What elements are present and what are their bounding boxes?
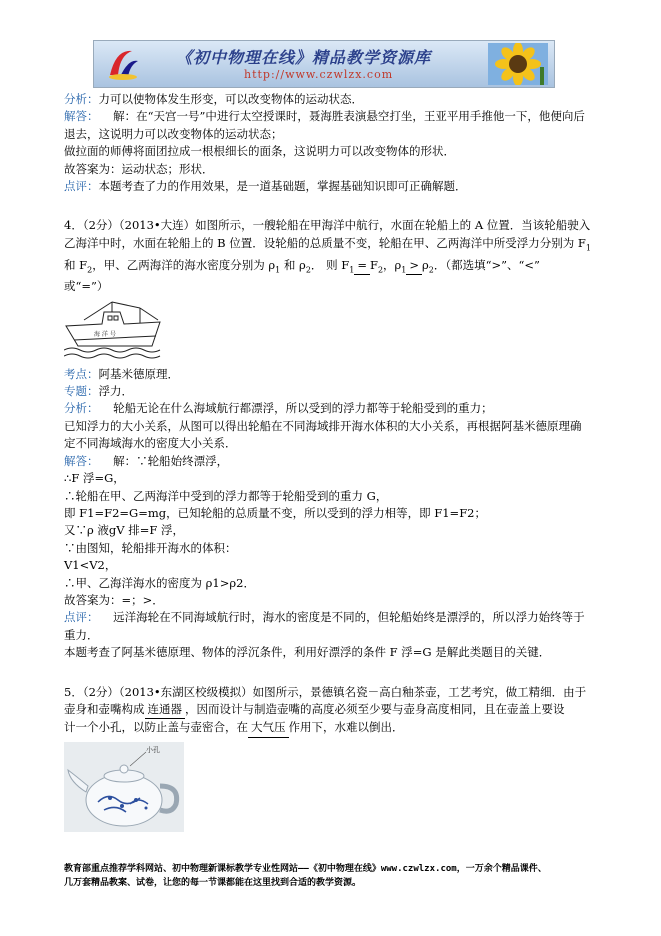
answer-blank: > — [406, 257, 422, 275]
answer-blank: 连通器 — [145, 701, 186, 719]
q4-solution-line: 即 F1=F2=G=mg，已知轮船的总质量不变，所以受到的浮力相等，即 F1=F2； — [64, 505, 486, 520]
q4-stem: 或“=”） — [64, 279, 109, 294]
q4-stem: 乙海洋中时，水面在轮船上的 B 位置．设轮船的总质量不变，轮船在甲、乙两海洋中所受浮力分别为 $F_1$ — [64, 235, 591, 253]
footer — [64, 862, 604, 890]
footer-line: 教育部重点推荐学科网站、初中物理新课标教学专业性网站——《初中物理在线》www.czwlzx.com，一万余个精品课件、 — [64, 864, 547, 874]
document-body — [64, 91, 604, 834]
q4-solution-line: ∴轮船在甲、乙两海洋中受到的浮力都等于轮船受到的重力 G， — [64, 488, 388, 503]
q3-analysis: 分析：力可以使物体发生形变，可以改变物体的运动状态． — [64, 92, 363, 106]
q5-stem: 5．（2分）（2013•东湖区校级模拟）如图所示，景德镇名瓷－高白釉茶壶，工艺考究，做工精细．由于 — [64, 684, 587, 699]
q4-solution-line: 又∵ρ 液gV 排=F 浮， — [64, 523, 185, 538]
q4-comment-line: 重力． — [64, 627, 99, 642]
footer-line: 几万套精品教案、试卷，让您的每一节课都能在这里找到合适的教学资源。 — [64, 878, 362, 888]
q3-solution-line: 退去，这说明力可以改变物体的运动状态； — [64, 126, 283, 141]
q4-solution-line: ∴甲、乙海洋海水的密度为 ρ1>ρ2． — [64, 575, 255, 590]
q5-stem: 壶身和壶嘴构成 连通器 ，因而设计与制造壶嘴的高度必须至少要与壶身高度相同，且在壶盖上要设 — [64, 701, 604, 719]
q4-analysis-line: 已知浮力的大小关系，从图可以得出轮船在不同海域排开海水体积的大小关系，再根据阿基米德原理确 — [64, 418, 582, 433]
ship-label: 海 洋 号 — [94, 330, 116, 338]
q4-solution-line: ∴F 浮=G， — [64, 471, 125, 486]
q4-summary: 本题考查了阿基米德原理、物体的浮沉条件，利用好漂浮的条件 F 浮=G 是解此类题目的关键． — [64, 645, 551, 660]
q4-stem: 和 $F_2$，甲、乙两海洋的海水密度分别为 $\rho_1$ 和 $\rho_2$． 则 $F_1=F_2$，$\rho_1>\rho_2$．（都选填“>”、“<” — [64, 257, 540, 274]
q4-keypoint: 考点：阿基米德原理． — [64, 366, 179, 381]
q4-comment: 点评： 远洋海轮在不同海域航行时，海水的密度是不同的，但轮船始终是漂浮的，所以浮力始终等于 — [64, 610, 585, 625]
q3-answer: 故答案为：运动状态；形状． — [64, 161, 214, 176]
q4-solution: 解答： 解：∵轮船始终漂浮， — [64, 453, 229, 468]
q4-answer: 故答案为：=；>． — [64, 592, 164, 607]
answer-blank: = — [354, 257, 370, 275]
q4-topic: 专题：浮力． — [64, 384, 133, 399]
sunflower-icon — [488, 43, 548, 85]
q3-solution: 解答： 解：在“天宫一号”中进行太空授课时，聂海胜表演悬空打坐，王亚平用手推他一下，他便向后 — [64, 109, 585, 124]
logo-icon — [106, 45, 140, 81]
q5-stem: 计一个小孔，以防止盖与壶密合，在 大气压 作用下，水难以倒出． — [64, 719, 604, 737]
q3-solution-line: 做拉面的师傅将面团拉成一根根细长的面条，这说明力可以改变物体的形状． — [64, 144, 455, 159]
q3-comment: 点评：本题考查了力的作用效果，是一道基础题，掌握基础知识即可正确解题． — [64, 179, 467, 194]
q4-solution-line: V1<V2， — [64, 558, 117, 573]
banner-url[interactable]: http://www.czwlzx.com — [244, 68, 394, 81]
header-banner — [93, 40, 555, 88]
teapot-figure — [64, 742, 184, 832]
q4-analysis-line: 定不同海域海水的密度大小关系． — [64, 436, 237, 451]
q4-stem: 4．（2分）（2013•大连）如图所示，一艘轮船在甲海洋中航行，水面在轮船上的 A 位置．当该轮船驶入 — [64, 218, 591, 233]
banner-title: 《初中物理在线》精品教学资源库 — [176, 48, 432, 67]
teapot-hole-label: 小孔 — [146, 745, 160, 754]
ship-figure — [64, 300, 164, 364]
q4-solution-line: ∵由图知，轮船排开海水的体积： — [64, 540, 237, 555]
answer-blank: 大气压 — [248, 719, 289, 737]
q4-analysis: 分析： 轮船无论在什么海域航行都漂浮，所以受到的浮力都等于轮船受到的重力； — [64, 401, 493, 416]
